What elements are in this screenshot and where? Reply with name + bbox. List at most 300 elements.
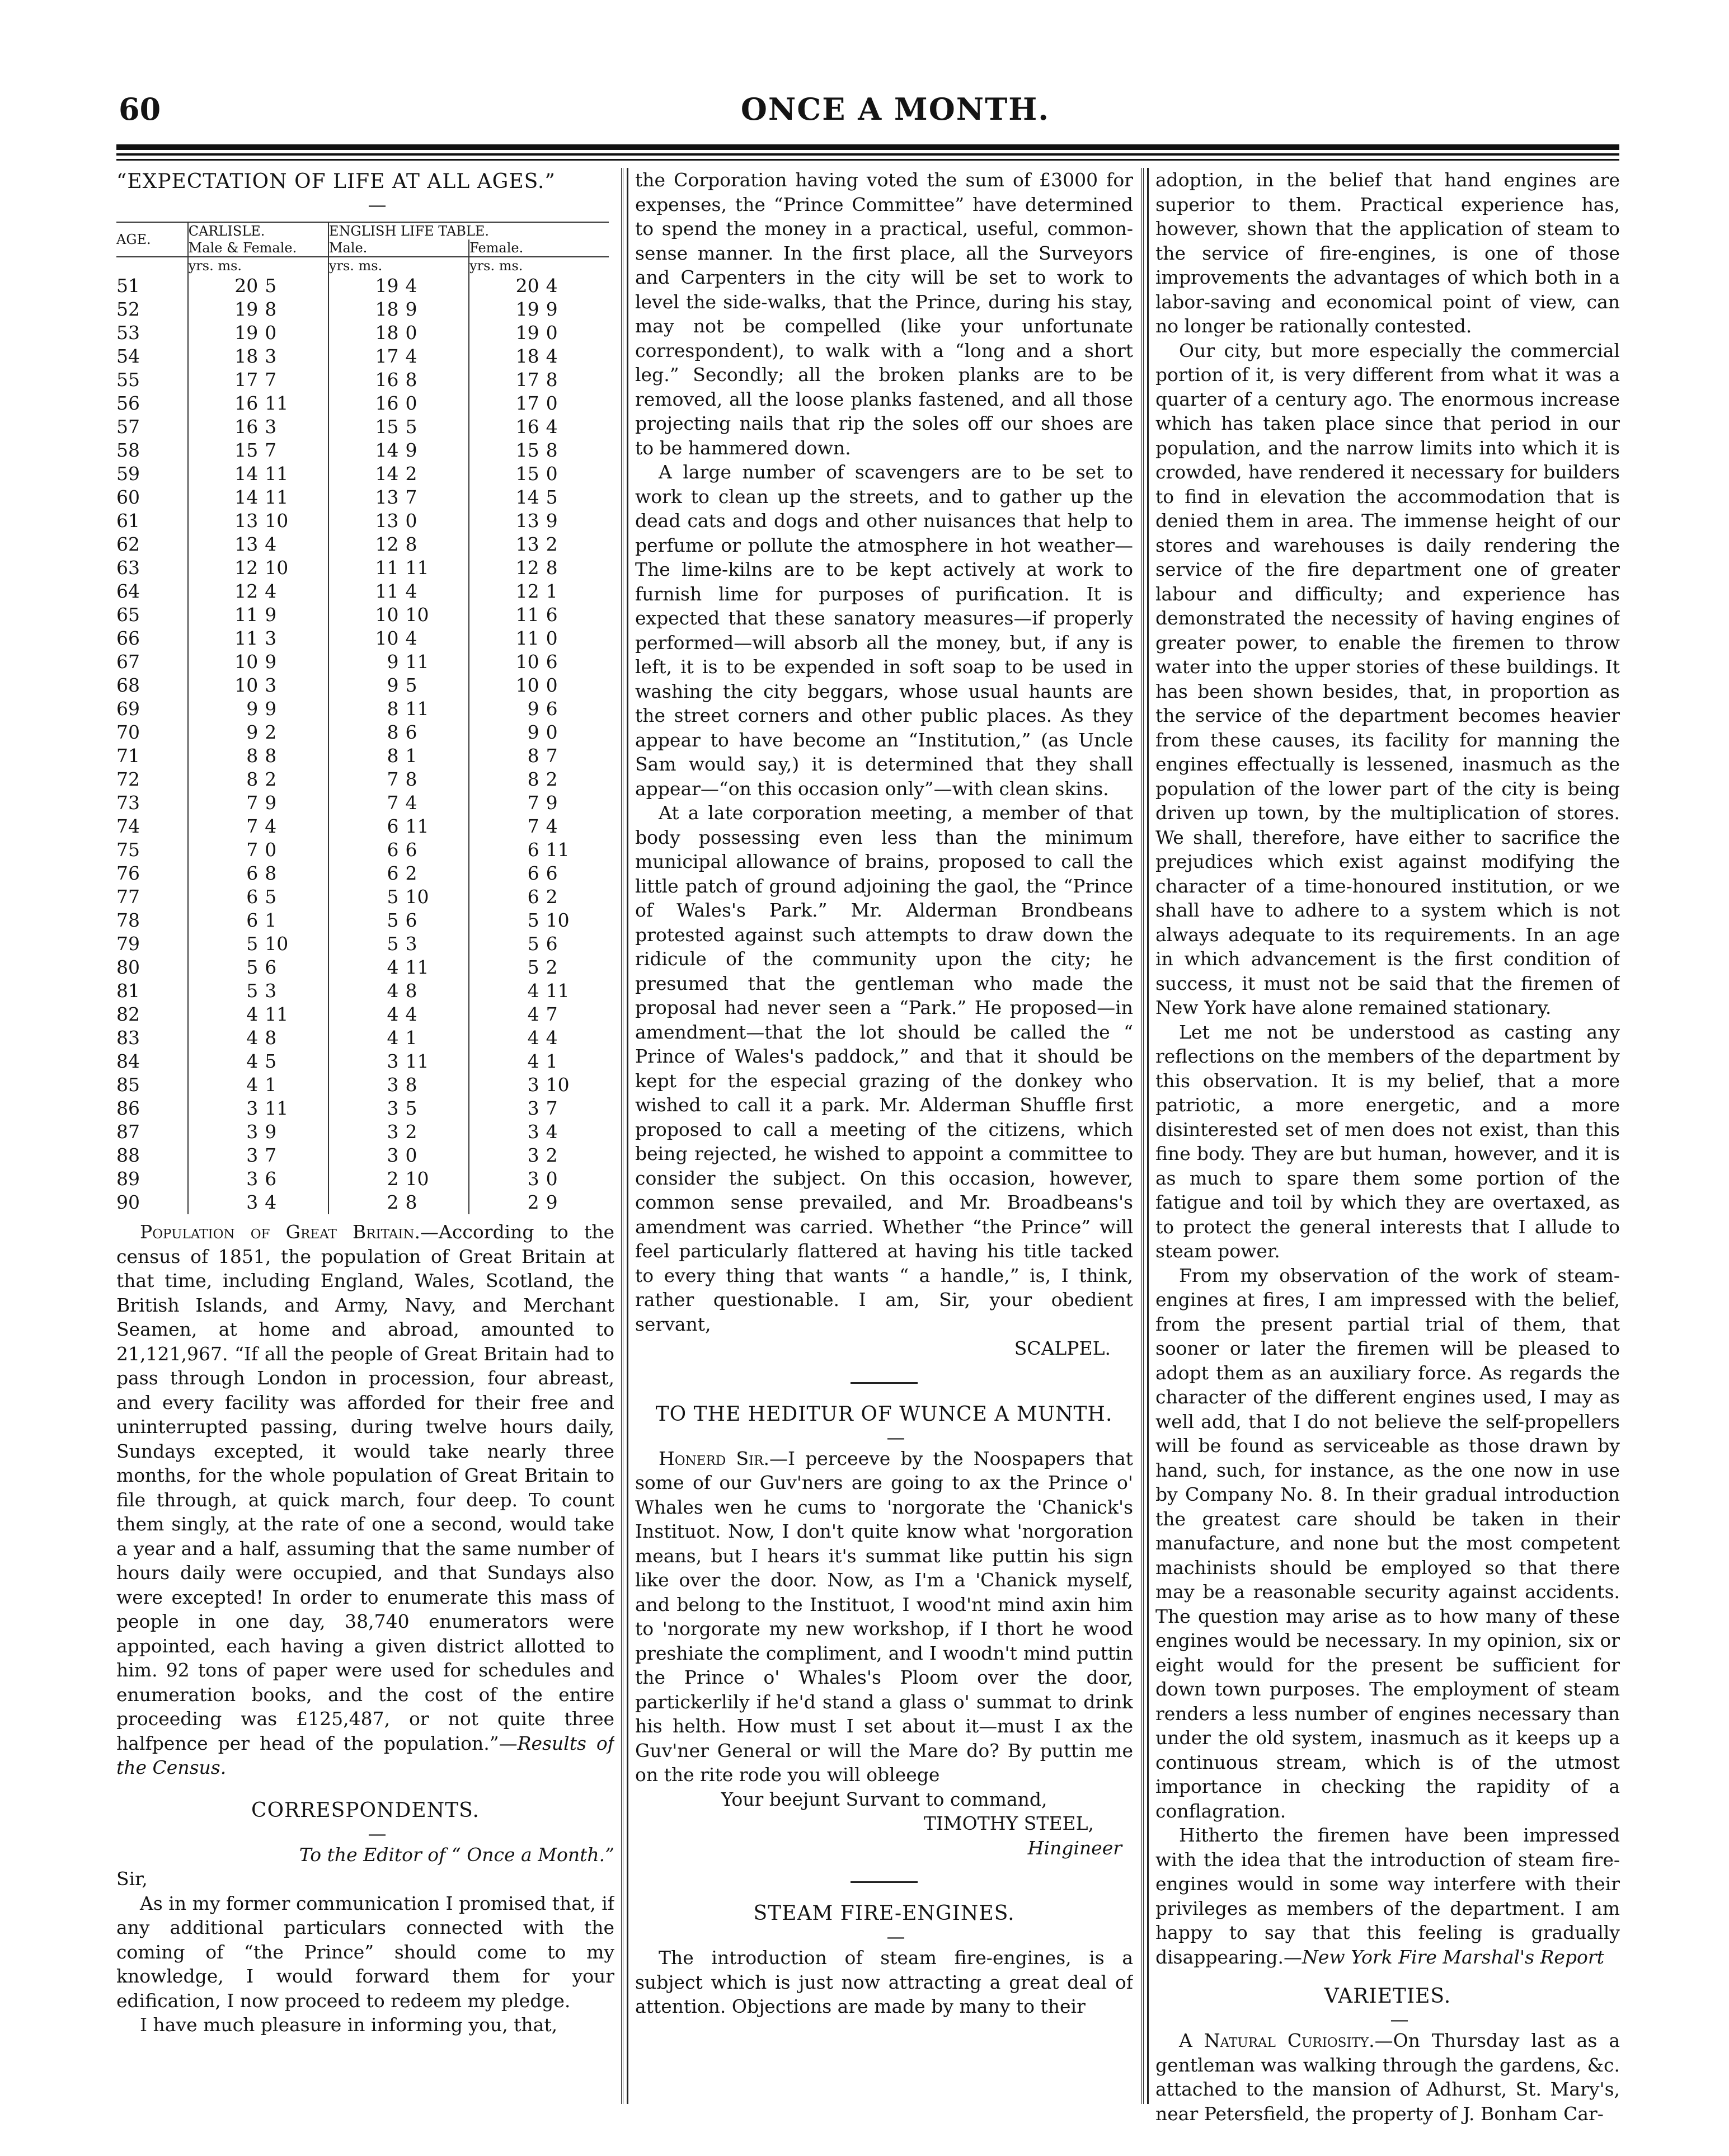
value-cell: 6 <box>188 909 265 932</box>
value-cell: 11 <box>405 956 429 978</box>
table-row <box>116 392 609 415</box>
value-cell: 10 <box>469 674 546 697</box>
scavengers-paragraph: A large number of scavengers are to be set to work to clean up the streets, and to gather up the dead cats and dogs and other nuisances that help to perfume or pollute the atmosphere in hot weather—The lime-kilns are to be kept actively at work to furnish lime for purposes of purification. It is expected that these sanatory measures—if properly performed—will absorb all the money, but, if any is left, it is to be expended in soft soap to be used in washing the city beggars, whose usual haunts are the street corners and other public places. As they appear to have become an “Institution,” (as Uncle Sam would say,) it is determined that they shall appear—“on this occasion only”—with clean skins. <box>635 461 1133 800</box>
value-cell: 5 <box>405 416 417 438</box>
table-row <box>116 486 609 509</box>
value-cell: 3 <box>469 1073 546 1097</box>
value-cell: 9 <box>265 1121 277 1143</box>
value-cell: 0 <box>546 721 558 743</box>
value-cell: 10 <box>265 933 289 955</box>
age-cell: 79 <box>116 933 140 955</box>
value-cell: 16 <box>188 415 265 439</box>
value-cell: 10 <box>328 627 406 650</box>
units-label: yrs. ms. <box>469 257 609 274</box>
value-cell: 12 <box>188 556 265 580</box>
value-cell: 2 <box>405 463 417 485</box>
to-editor-line: To the Editor of “ Once a Month.” <box>299 1843 614 1866</box>
age-cell: 71 <box>116 745 140 767</box>
age-cell: 51 <box>116 275 140 297</box>
value-cell: 16 <box>469 415 546 439</box>
value-cell: 8 <box>546 439 558 461</box>
value-cell: 6 <box>328 815 406 838</box>
value-cell: 20 <box>188 274 265 298</box>
value-cell: 3 <box>265 674 277 696</box>
table-row <box>116 1073 609 1097</box>
age-cell: 78 <box>116 909 140 931</box>
age-cell: 70 <box>116 721 140 743</box>
age-cell: 82 <box>116 1003 140 1025</box>
age-cell: 74 <box>116 815 140 837</box>
table-row <box>116 862 609 885</box>
age-cell: 57 <box>116 416 140 438</box>
value-cell: 0 <box>546 674 558 696</box>
value-cell: 6 <box>546 862 558 884</box>
curiosity-lead: A Natural Curiosity. <box>1179 2030 1375 2051</box>
value-cell: 9 <box>328 674 406 697</box>
value-cell: 2 <box>405 862 417 884</box>
value-cell: 6 <box>265 956 277 978</box>
population-lead: Population of Great Britain. <box>140 1221 421 1243</box>
value-cell: 10 <box>405 604 429 626</box>
table-row <box>116 580 609 603</box>
value-cell: 9 <box>265 698 277 720</box>
dash: — <box>886 1925 905 1947</box>
value-cell: 7 <box>265 369 277 391</box>
column-left <box>116 168 614 2037</box>
age-cell: 88 <box>116 1144 140 1166</box>
age-cell: 75 <box>116 839 140 861</box>
value-cell: 1 <box>405 1027 417 1049</box>
value-cell: 7 <box>328 768 406 791</box>
value-cell: 5 <box>405 674 417 696</box>
value-cell: 4 <box>405 580 417 602</box>
value-cell: 14 <box>469 486 546 509</box>
value-cell: 3 <box>188 1167 265 1191</box>
value-cell: 19 <box>188 321 265 345</box>
corporation-meeting-paragraph: At a late corporation meeting, a member of that body possessing even less than the minimum municipal allowance of brains, proposed to call the little patch of ground adjoining the gaol, the “Prince of Wales's Park.” Mr. Alderman Brondbeans protested against such attempts to draw down the ridicule of the community upon the city; he presumed that the gentleman who made the proposal had never seen a “Park.” He proposed—in amendment—that the lot should be called the “ Prince of Wales's paddock,” and that it should be kept for the especial grazing of the donkey who wished to call it a park. Mr. Alderman Shuffle first proposed to call a meeting of the citizens, which being rejected, he wished to appoint a committee to consider the subject. On this occasion, however, common sense prevailed, and Mr. Broadbeans's amendment was carried. Whether “the Prince” will feel particularly flattered at having his title tacked to every thing that wants “ a handle,” is, I think, rather questionable. I am, Sir, your obedient servant, <box>635 802 1133 1335</box>
value-cell: 8 <box>265 862 277 884</box>
age-cell: 68 <box>116 674 140 696</box>
page-title: ONCE A MONTH. <box>740 91 1050 127</box>
value-cell: 6 <box>405 721 417 743</box>
value-cell: 4 <box>265 815 277 837</box>
correspondence-paragraph: As in my former communication I promised that, if any additional particulars connected with the coming of “the Prince” should come to my knowledge, I would forward them for your edification, I now proceed to redeem my pledge. <box>116 1892 614 2012</box>
value-cell: 13 <box>188 533 265 556</box>
value-cell: 14 <box>188 462 265 486</box>
value-cell: 18 <box>188 345 265 368</box>
value-cell: 4 <box>188 1073 265 1097</box>
heditur-letter <box>635 1446 1133 1787</box>
value-cell: 5 <box>328 885 406 909</box>
table-row <box>116 815 609 838</box>
value-cell: 5 <box>546 486 558 508</box>
value-cell: 15 <box>188 439 265 462</box>
page-number: 60 <box>119 91 161 127</box>
value-cell: 2 <box>546 768 558 790</box>
value-cell: 8 <box>469 744 546 768</box>
age-cell: 54 <box>116 345 140 367</box>
value-cell: 4 <box>405 1003 417 1025</box>
value-cell: 6 <box>405 839 417 861</box>
value-cell: 3 <box>469 1167 546 1191</box>
table-row <box>116 556 609 580</box>
value-cell: 4 <box>328 956 406 979</box>
value-cell: 18 <box>328 321 406 345</box>
age-cell: 77 <box>116 886 140 908</box>
value-cell: 5 <box>188 932 265 956</box>
header-rule <box>116 159 1619 161</box>
value-cell: 4 <box>546 1121 558 1143</box>
value-cell: 4 <box>546 1027 558 1049</box>
value-cell: 12 <box>469 580 546 603</box>
natural-curiosity-paragraph <box>1155 2028 1620 2126</box>
table-row <box>116 1120 609 1144</box>
table-row <box>116 838 609 862</box>
value-cell: 4 <box>469 1050 546 1073</box>
table-row <box>116 533 609 556</box>
value-cell: 11 <box>265 486 289 508</box>
hitherto-paragraph: Hitherto the firemen have been impressed with the idea that the introduction of steam fire-engines would in some way interfere with their privileges as members of the department. I am happy to say that this feeling is gradually disappearing.—New York Fire Marshal's Report <box>1155 1824 1620 1968</box>
value-cell: 4 <box>405 275 417 297</box>
value-cell: 2 <box>405 1121 417 1143</box>
value-cell: 9 <box>546 792 558 814</box>
table-row <box>116 885 609 909</box>
table-row <box>116 1026 609 1050</box>
dash: — <box>1390 2008 1409 2030</box>
value-cell: 10 <box>188 674 265 697</box>
value-cell: 0 <box>546 392 558 414</box>
population-text: —According to the census of 1851, the population of Great Britain at that time, including England, Wales, Scotland, the British Islands, and Army, Navy, and Merchant Seamen, at home and abroad, amounted to 21,121,967. “If all the people of Great Britain had to pass through London in procession, four abreast, and every facility was afforded for their free and uninterrupted passing, during twelve hours daily, Sundays excepted, it would take nearly three months, for the whole population of Great Britain to file through, at quick march, four deep. To count them singly, at the rate of one a second, would take a year and a half, assuming that the same number of hours daily were occupied, and that Sundays also were excepted! In order to enumerate this mass of people in one day, 38,740 enumerators were appointed, each having a given district allotted to him. 92 tons of paper were used for schedules and enumeration books, and the cost of the entire proceeding was £125,487, or not quite three halfpence per head of the population.”— <box>116 1221 614 1754</box>
value-cell: 4 <box>405 792 417 814</box>
value-cell: 4 <box>469 1003 546 1026</box>
value-cell: 17 <box>188 368 265 392</box>
value-cell: 9 <box>546 510 558 532</box>
value-cell: 13 <box>328 509 406 533</box>
table-row <box>116 603 609 627</box>
table-row <box>116 768 609 791</box>
column-divider <box>1141 168 1149 2104</box>
value-cell: 4 <box>265 580 277 602</box>
section-rule <box>851 1881 918 1883</box>
value-cell: 3 <box>188 1144 265 1167</box>
age-cell: 60 <box>116 486 140 508</box>
value-cell: 6 <box>328 838 406 862</box>
age-cell: 63 <box>116 557 140 579</box>
value-cell: 6 <box>469 862 546 885</box>
value-cell: 0 <box>265 839 277 861</box>
value-cell: 2 <box>328 1167 406 1191</box>
table-row <box>116 650 609 674</box>
value-cell: 15 <box>328 415 406 439</box>
value-cell: 8 <box>405 369 417 391</box>
table-row <box>116 509 609 533</box>
value-cell: 0 <box>405 1144 417 1166</box>
value-cell: 4 <box>188 1026 265 1050</box>
value-cell: 5 <box>265 886 277 908</box>
value-cell: 4 <box>265 1191 277 1213</box>
table-row <box>116 932 609 956</box>
value-cell: 4 <box>265 533 277 555</box>
value-cell: 3 <box>188 1097 265 1120</box>
value-cell: 9 <box>546 298 558 320</box>
value-cell: 3 <box>328 1120 406 1144</box>
age-cell: 87 <box>116 1121 140 1143</box>
value-cell: 2 <box>328 1191 406 1214</box>
value-cell: 14 <box>328 462 406 486</box>
value-cell: 20 <box>469 274 546 298</box>
city-paragraph: Our city, but more especially the commercial portion of it, is very different from what it was a quarter of a century ago. The enormous increase which has taken place since that period in our population, and the narrow limits into which it is crowded, have rendered it necessary for builders to find in elevation the accommodation that is denied them in area. The immense height of our stores and warehouses is daily rendering the service of the fire department one of greater labour and difficulty; and experience has demonstrated the necessity of having engines of greater power, to enable the firemen to throw water into the upper stories of these buildings. It has been shown besides, that, in proportion as the service of the department becomes heavier from these causes, its facility for manning the engines effectually is lessened, inasmuch as the population of the lower part of the city is being driven up town, by the multiplication of stores. We shall, therefore, have either to sacrifice the prejudices which exist against modifying the character of a time-honoured institution, or we shall have to adhere to a system which is not always adequate to its requirements. In an age in which advancement is the first condition of success, it must not be said that the firemen of New York have alone remained stationary. <box>1155 339 1620 1018</box>
value-cell: 8 <box>546 369 558 391</box>
value-cell: 8 <box>405 533 417 555</box>
value-cell: 3 <box>265 627 277 649</box>
value-cell: 4 <box>546 345 558 367</box>
age-column-header: AGE. <box>116 232 151 247</box>
value-cell: 2 <box>546 1144 558 1166</box>
value-cell: 9 <box>469 697 546 721</box>
value-cell: 6 <box>546 604 558 626</box>
table-row <box>116 721 609 744</box>
population-paragraph <box>116 1220 614 1780</box>
age-cell: 84 <box>116 1050 140 1072</box>
value-cell: 1 <box>265 909 277 931</box>
value-cell: 6 <box>188 862 265 885</box>
value-cell: 11 <box>265 1003 289 1025</box>
value-cell: 19 <box>469 298 546 321</box>
table-row <box>116 1144 609 1167</box>
value-cell: 2 <box>469 1191 546 1214</box>
value-cell: 3 <box>469 1120 546 1144</box>
table-row <box>116 345 609 368</box>
salutation: Sir, <box>116 1868 148 1890</box>
value-cell: 1 <box>405 745 417 767</box>
value-cell: 1 <box>546 1050 558 1072</box>
value-cell: 9 <box>328 650 406 674</box>
report-source: New York Fire Marshal's Report <box>1302 1946 1604 1968</box>
table-row <box>116 697 609 721</box>
value-cell: 8 <box>328 744 406 768</box>
value-cell: 3 <box>265 345 277 367</box>
value-cell: 14 <box>328 439 406 462</box>
value-cell: 11 <box>328 556 406 580</box>
signature-role: Hingineer <box>1027 1836 1122 1859</box>
value-cell: 4 <box>328 1003 406 1026</box>
dash: — <box>886 1426 905 1448</box>
value-cell: 17 <box>328 345 406 368</box>
value-cell: 2 <box>546 956 558 978</box>
table-row <box>116 1050 609 1073</box>
value-cell: 13 <box>328 486 406 509</box>
value-cell: 13 <box>469 509 546 533</box>
value-cell: 3 <box>328 1144 406 1167</box>
age-cell: 61 <box>116 510 140 532</box>
table-row <box>116 274 609 298</box>
value-cell: 9 <box>546 1191 558 1213</box>
value-cell: 11 <box>546 839 570 861</box>
value-cell: 4 <box>328 1026 406 1050</box>
table-row <box>116 321 609 345</box>
value-cell: 8 <box>328 697 406 721</box>
value-cell: 11 <box>265 392 289 414</box>
steam-paragraph: The introduction of steam fire-engines, is a subject which is just now attracting a great deal of attention. Objections are made by many to their <box>635 1947 1133 2017</box>
value-cell: 3 <box>265 416 277 438</box>
value-cell: 10 <box>405 886 429 908</box>
value-cell: 10 <box>265 510 289 532</box>
table-row <box>116 368 609 392</box>
age-cell: 69 <box>116 698 140 720</box>
value-cell: 0 <box>405 510 417 532</box>
value-cell: 7 <box>328 791 406 815</box>
carlisle-header: CARLISLE. <box>188 222 328 239</box>
heditur-lead: Honerd Sir. <box>659 1447 769 1469</box>
value-cell: 11 <box>405 698 429 720</box>
carlisle-subheader: Male & Female. <box>188 239 328 257</box>
age-cell: 52 <box>116 298 140 320</box>
value-cell: 11 <box>188 627 265 650</box>
value-cell: 3 <box>405 933 417 955</box>
value-cell: 10 <box>546 1074 570 1096</box>
value-cell: 4 <box>328 979 406 1003</box>
value-cell: 6 <box>546 933 558 955</box>
value-cell: 11 <box>546 980 570 1002</box>
observation-paragraph: From my observation of the work of steam-engines at fires, I am impressed with the belief, from the present partial trial of them, that sooner or later the firemen will be pleased to adopt them as an auxiliary force. As regards the character of the different engines used, I may as well add, that I do not believe the self-propellers will be found as serviceable as those drawn by hand, such, for instance, as the one now in use by Company No. 8. In their gradual introduction the greatest care should be taken in their manufacture, and none but the most competent machinists should be employed so that there may be a reasonable security against accidents. The question may arise as to how many of these engines would be necessary. In my opinion, six or eight would for the present be sufficient for down town purposes. The employment of steam renders a less number of engines necessary than under the old system, inasmuch as it keeps up a continuous stream, which is of the utmost importance in checking the rapidity of a conflagration. <box>1155 1264 1620 1822</box>
age-cell: 66 <box>116 627 140 649</box>
value-cell: 5 <box>469 909 546 932</box>
value-cell: 11 <box>405 557 429 579</box>
value-cell: 9 <box>265 792 277 814</box>
value-cell: 2 <box>546 533 558 555</box>
table-row <box>116 1167 609 1191</box>
value-cell: 6 <box>546 651 558 673</box>
reflections-paragraph: Let me not be understood as casting any reflections on the members of the department by this observation. It is my belief, that a more patriotic, a more energetic, and a more disinterested set of men does not exist, than this fine body. They are but human, however, and it is as much to spare them some portion of the fatigue and toil by which they are overtaxed, as to protect the general interests that I allude to steam power. <box>1155 1021 1620 1262</box>
value-cell: 8 <box>405 1191 417 1213</box>
value-cell: 7 <box>469 815 546 838</box>
table-row <box>116 791 609 815</box>
value-cell: 6 <box>328 862 406 885</box>
value-cell: 7 <box>546 1003 558 1025</box>
value-cell: 13 <box>469 533 546 556</box>
value-cell: 8 <box>188 768 265 791</box>
prince-committee-paragraph: the Corporation having voted the sum of £3000 for expenses, the “Prince Committee” have determined to spend the money in a practical, useful, common-sense manner. In the first place, all the Surveyors and Carpenters in the city will be set to work to level the side-walks, that the Prince, during his stay, may not be compelled (like your unfortunate correspondent), to walk with a “long and a short leg.” Secondly; all the broken planks are to be removed, all the loose planks fastened, and all those projecting nails that rip the soles off our shoes are to be hammered down. <box>635 169 1133 459</box>
value-cell: 16 <box>188 392 265 415</box>
value-cell: 11 <box>405 815 429 837</box>
value-cell: 7 <box>405 486 417 508</box>
value-cell: 3 <box>265 980 277 1002</box>
age-cell: 55 <box>116 369 140 391</box>
value-cell: 6 <box>265 1168 277 1190</box>
value-cell: 6 <box>469 885 546 909</box>
value-cell: 4 <box>469 1026 546 1050</box>
value-cell: 6 <box>405 909 417 931</box>
value-cell: 4 <box>405 345 417 367</box>
value-cell: 17 <box>469 368 546 392</box>
value-cell: 0 <box>546 1168 558 1190</box>
units-label: yrs. ms. <box>328 257 469 274</box>
value-cell: 12 <box>469 556 546 580</box>
value-cell: 16 <box>328 392 406 415</box>
value-cell: 10 <box>469 650 546 674</box>
value-cell: 3 <box>188 1191 265 1214</box>
value-cell: 7 <box>188 791 265 815</box>
value-cell: 8 <box>265 1027 277 1049</box>
value-cell: 10 <box>328 603 406 627</box>
english-life-table-header: ENGLISH LIFE TABLE. <box>328 222 609 239</box>
value-cell: 6 <box>469 838 546 862</box>
column-divider <box>621 168 628 2104</box>
value-cell: 7 <box>469 791 546 815</box>
value-cell: 0 <box>265 322 277 344</box>
value-cell: 10 <box>546 909 570 931</box>
dash: — <box>368 194 387 215</box>
value-cell: 11 <box>405 651 429 673</box>
section-rule <box>851 1382 918 1384</box>
value-cell: 3 <box>328 1097 406 1120</box>
closing-line: Your beejunt Survant to command, <box>721 1788 1047 1810</box>
value-cell: 2 <box>265 768 277 790</box>
table-row <box>116 415 609 439</box>
value-cell: 0 <box>546 627 558 649</box>
table-row <box>116 439 609 462</box>
value-cell: 12 <box>188 580 265 603</box>
value-cell: 17 <box>469 392 546 415</box>
value-cell: 9 <box>265 604 277 626</box>
header-rule <box>116 153 1619 156</box>
value-cell: 5 <box>265 1050 277 1072</box>
age-cell: 72 <box>116 768 140 790</box>
value-cell: 6 <box>546 698 558 720</box>
age-cell: 85 <box>116 1074 140 1096</box>
value-cell: 10 <box>405 1168 429 1190</box>
age-cell: 64 <box>116 580 140 602</box>
table-row <box>116 1097 609 1120</box>
value-cell: 9 <box>405 439 417 461</box>
value-cell: 4 <box>546 416 558 438</box>
table-row <box>116 627 609 650</box>
value-cell: 3 <box>469 1097 546 1120</box>
value-cell: 11 <box>405 1050 429 1072</box>
curiosity-text: —On Thursday last as a gentleman was walking through the gardens, &c. attached to the mansion of Adhurst, St. Mary's, near Petersfield, the property of J. Bonham Car- <box>1155 2030 1620 2125</box>
value-cell: 9 <box>469 721 546 744</box>
value-cell: 7 <box>188 815 265 838</box>
value-cell: 18 <box>328 298 406 321</box>
age-cell: 56 <box>116 392 140 414</box>
value-cell: 7 <box>265 1144 277 1166</box>
value-cell: 11 <box>469 627 546 650</box>
value-cell: 8 <box>188 744 265 768</box>
value-cell: 8 <box>265 298 277 320</box>
table-row <box>116 979 609 1003</box>
header-rule <box>116 144 1619 150</box>
units-label: yrs. ms. <box>188 257 328 274</box>
value-cell: 11 <box>328 580 406 603</box>
table-row <box>116 909 609 932</box>
column-middle <box>635 168 1133 2019</box>
age-cell: 65 <box>116 604 140 626</box>
value-cell: 8 <box>469 768 546 791</box>
value-cell: 8 <box>546 557 558 579</box>
value-cell: 5 <box>405 1097 417 1119</box>
table-row <box>116 744 609 768</box>
value-cell: 7 <box>265 439 277 461</box>
value-cell: 1 <box>546 580 558 602</box>
value-cell: 13 <box>188 509 265 533</box>
table-row <box>116 1191 609 1214</box>
value-cell: 8 <box>405 768 417 790</box>
age-cell: 80 <box>116 956 140 978</box>
value-cell: 15 <box>469 462 546 486</box>
value-cell: 4 <box>188 1003 265 1026</box>
life-table <box>116 222 609 1214</box>
heditur-heading: TO THE HEDITUR OF WUNCE A MUNTH. <box>655 1402 1113 1426</box>
